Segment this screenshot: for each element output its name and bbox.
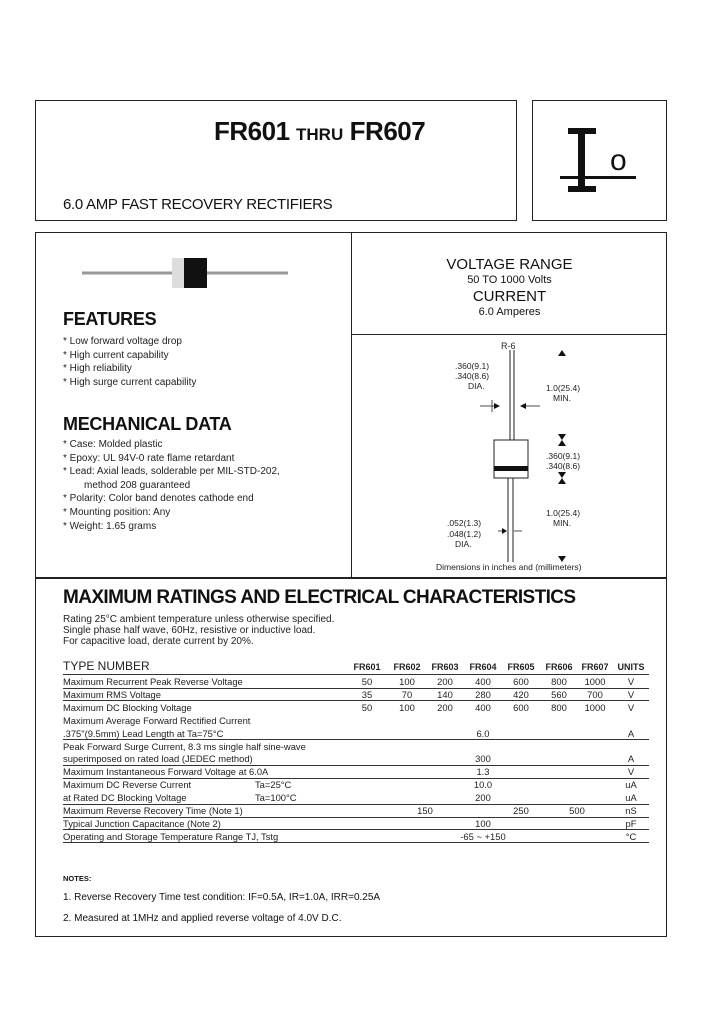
table-row — [63, 831, 649, 844]
table-row — [63, 753, 649, 766]
max-ratings-heading: MAXIMUM RATINGS AND ELECTRICAL CHARACTERISTICS — [63, 587, 576, 608]
row-label: superimposed on rated load (JEDEC method) — [63, 753, 253, 765]
thru-label: THRU — [296, 125, 344, 144]
svg-text:o: o — [610, 144, 627, 177]
cell-unit: uA — [625, 779, 637, 791]
features-heading: FEATURES — [63, 309, 157, 329]
cell-unit: °C — [625, 830, 637, 842]
cell-value: 200 — [437, 701, 453, 713]
dim-lead-len-top-1: 1.0(25.4) — [546, 383, 581, 393]
mechanical-heading: MECHANICAL DATA — [63, 414, 232, 434]
row-condition: Ta=25°C — [255, 779, 292, 791]
part-last: FR607 — [349, 116, 426, 146]
cell-value: -65 ~ +150 — [460, 830, 506, 842]
col-header: FR603 — [431, 662, 459, 672]
units-header: UNITS — [617, 662, 645, 672]
table-row — [63, 805, 649, 818]
row-label: Operating and Storage Temperature Range TJ, Tstg — [63, 830, 279, 842]
cell-value: 300 — [475, 753, 491, 765]
cell-unit: uA — [625, 792, 637, 804]
cell-value: 200 — [475, 792, 491, 804]
cell-unit: nS — [625, 805, 637, 816]
voltage-heading: VOLTAGE RANGE — [446, 256, 573, 273]
dim-body-len-2: .340(8.6) — [546, 461, 581, 471]
cell-unit: A — [627, 753, 635, 765]
table-row — [63, 715, 649, 728]
dim-lead-len-bot-1: 1.0(25.4) — [546, 508, 581, 518]
dim-body-dia-1: .360(9.1) — [455, 361, 490, 371]
cell-unit: V — [627, 676, 635, 687]
cell-value: 600 — [513, 701, 529, 713]
list-item: method 208 guaranteed — [84, 479, 191, 491]
dim-body-dia-2: .340(8.6) — [455, 371, 490, 381]
cell-value: 200 — [437, 676, 453, 687]
package-name: R-6 — [501, 341, 516, 351]
ratings-divider — [351, 334, 667, 335]
list-item: * Lead: Axial leads, solderable per MIL-STD-202, — [63, 466, 280, 478]
ratings-intro — [63, 614, 334, 647]
table-row — [63, 676, 649, 689]
cell-value: 400 — [475, 676, 491, 687]
cell-value: 70 — [401, 688, 413, 700]
cell-value: 50 — [361, 701, 373, 713]
cell-value: 140 — [437, 688, 453, 700]
cell-value: 50 — [361, 676, 373, 687]
table-row — [63, 689, 649, 702]
row-label: Maximum Recurrent Peak Reverse Voltage — [63, 676, 243, 687]
notes-heading: NOTES: — [63, 874, 92, 883]
row-label: Maximum Reverse Recovery Time (Note 1) — [63, 805, 243, 816]
logo-graphic — [560, 122, 640, 202]
cell-value: 250 — [513, 805, 529, 816]
row-label: Maximum RMS Voltage — [63, 688, 161, 700]
header-rule — [63, 674, 649, 675]
cell-unit: V — [627, 701, 635, 713]
cell-unit: pF — [625, 817, 637, 829]
dim-body-len-1: .360(9.1) — [546, 451, 581, 461]
list-item: * High surge current capability — [63, 376, 197, 388]
table-header — [63, 659, 649, 673]
dim-lead-dia-2: .048(1.2) — [447, 529, 482, 539]
current-value: 6.0 Amperes — [478, 306, 541, 318]
dim-lead-len-top-2: MIN. — [553, 393, 571, 403]
cell-value: 35 — [361, 688, 373, 700]
diode-illustration — [82, 258, 292, 293]
table-row — [63, 779, 649, 792]
row-label: .375"(9.5mm) Lead Length at Ta=75°C — [63, 727, 224, 739]
row-label: Maximum DC Blocking Voltage — [63, 701, 192, 713]
table-row — [63, 818, 649, 831]
cell-value: 100 — [475, 817, 491, 829]
cell-value: 6.0 — [476, 727, 490, 739]
col-header: FR601 — [353, 662, 381, 672]
cell-value: 400 — [475, 701, 491, 713]
cell-unit: V — [627, 766, 635, 778]
voltage-value: 50 TO 1000 Volts — [467, 274, 552, 286]
list-item: * Case: Molded plastic — [63, 439, 163, 450]
row-label: Maximum DC Reverse Current — [63, 779, 192, 791]
cell-value: 560 — [551, 688, 567, 700]
mechanical-list — [63, 438, 280, 533]
row-label: at Rated DC Blocking Voltage — [63, 792, 187, 804]
list-item: * High reliability — [63, 363, 132, 375]
cell-value: 420 — [513, 688, 529, 700]
table-row — [63, 741, 649, 754]
list-item: * Mounting position: Any — [63, 506, 171, 518]
cell-unit: A — [627, 727, 635, 739]
cell-value: 280 — [475, 688, 491, 700]
col-header: FR606 — [545, 662, 573, 672]
dim-lead-dia-label: DIA. — [455, 539, 472, 549]
table-row — [63, 766, 649, 779]
part-first: FR601 — [214, 116, 290, 146]
list-item: * Polarity: Color band denotes cathode end — [63, 493, 254, 505]
cell-value: 800 — [551, 676, 567, 687]
cell-value: 700 — [587, 688, 603, 700]
current-heading: CURRENT — [472, 288, 547, 305]
row-label: Peak Forward Surge Current, 8.3 ms single half sine-wave — [63, 740, 306, 752]
col-header: FR607 — [581, 662, 609, 672]
package-caption: Dimensions in inches and (millimeters) — [436, 562, 582, 572]
intro-line: Rating 25°C ambient temperature unless otherwise specified. — [63, 614, 335, 625]
dim-lead-len-bot-2: MIN. — [553, 518, 571, 528]
features-list — [63, 335, 196, 389]
row-condition: Ta=100°C — [255, 792, 297, 804]
list-item: * Epoxy: UL 94V-0 rate flame retardant — [63, 452, 235, 464]
cell-value: 100 — [399, 701, 415, 713]
note-2: 2. Measured at 1MHz and applied reverse voltage of 4.0V D.C. — [63, 913, 342, 924]
cell-value: 800 — [551, 701, 567, 713]
list-item: * Weight: 1.65 grams — [63, 520, 157, 532]
cell-value: 10.0 — [473, 779, 493, 791]
intro-line: Single phase half wave, 60Hz, resistive or inductive load. — [63, 625, 316, 636]
cell-value: 100 — [399, 676, 415, 687]
col-header: FR605 — [507, 662, 535, 672]
list-item: * Low forward voltage drop — [63, 336, 182, 347]
brand-logo — [560, 122, 640, 202]
dim-body-dia-label: DIA. — [468, 381, 485, 391]
list-item: * High current capability — [63, 349, 169, 361]
cell-unit: V — [627, 688, 635, 700]
table-row — [63, 792, 649, 805]
intro-line: For capacitive load, derate current by 20%. — [63, 636, 254, 647]
cell-value: 1000 — [584, 701, 606, 713]
type-number-label: TYPE NUMBER — [63, 659, 150, 673]
cell-value: 150 — [417, 805, 433, 816]
page-title — [214, 116, 425, 147]
cell-value: 1.3 — [476, 766, 490, 778]
dim-lead-dia-1: .052(1.3) — [447, 518, 482, 528]
row-label: Maximum Instantaneous Forward Voltage at 6.0A — [63, 766, 269, 778]
row-label: Maximum Average Forward Rectified Current — [63, 714, 251, 726]
row-label: Typical Junction Capacitance (Note 2) — [63, 817, 221, 829]
table-row — [63, 702, 649, 715]
table-row — [63, 728, 649, 741]
cell-value: 500 — [569, 805, 585, 816]
cell-value: 1000 — [584, 676, 606, 687]
cell-value: 600 — [513, 676, 529, 687]
page-subtitle: 6.0 AMP FAST RECOVERY RECTIFIERS — [63, 196, 333, 213]
col-header: FR604 — [469, 662, 497, 672]
note-1: 1. Reverse Recovery Time test condition: IF=0.5A, IR=1.0A, IRR=0.25A — [63, 892, 381, 903]
col-header: FR602 — [393, 662, 421, 672]
